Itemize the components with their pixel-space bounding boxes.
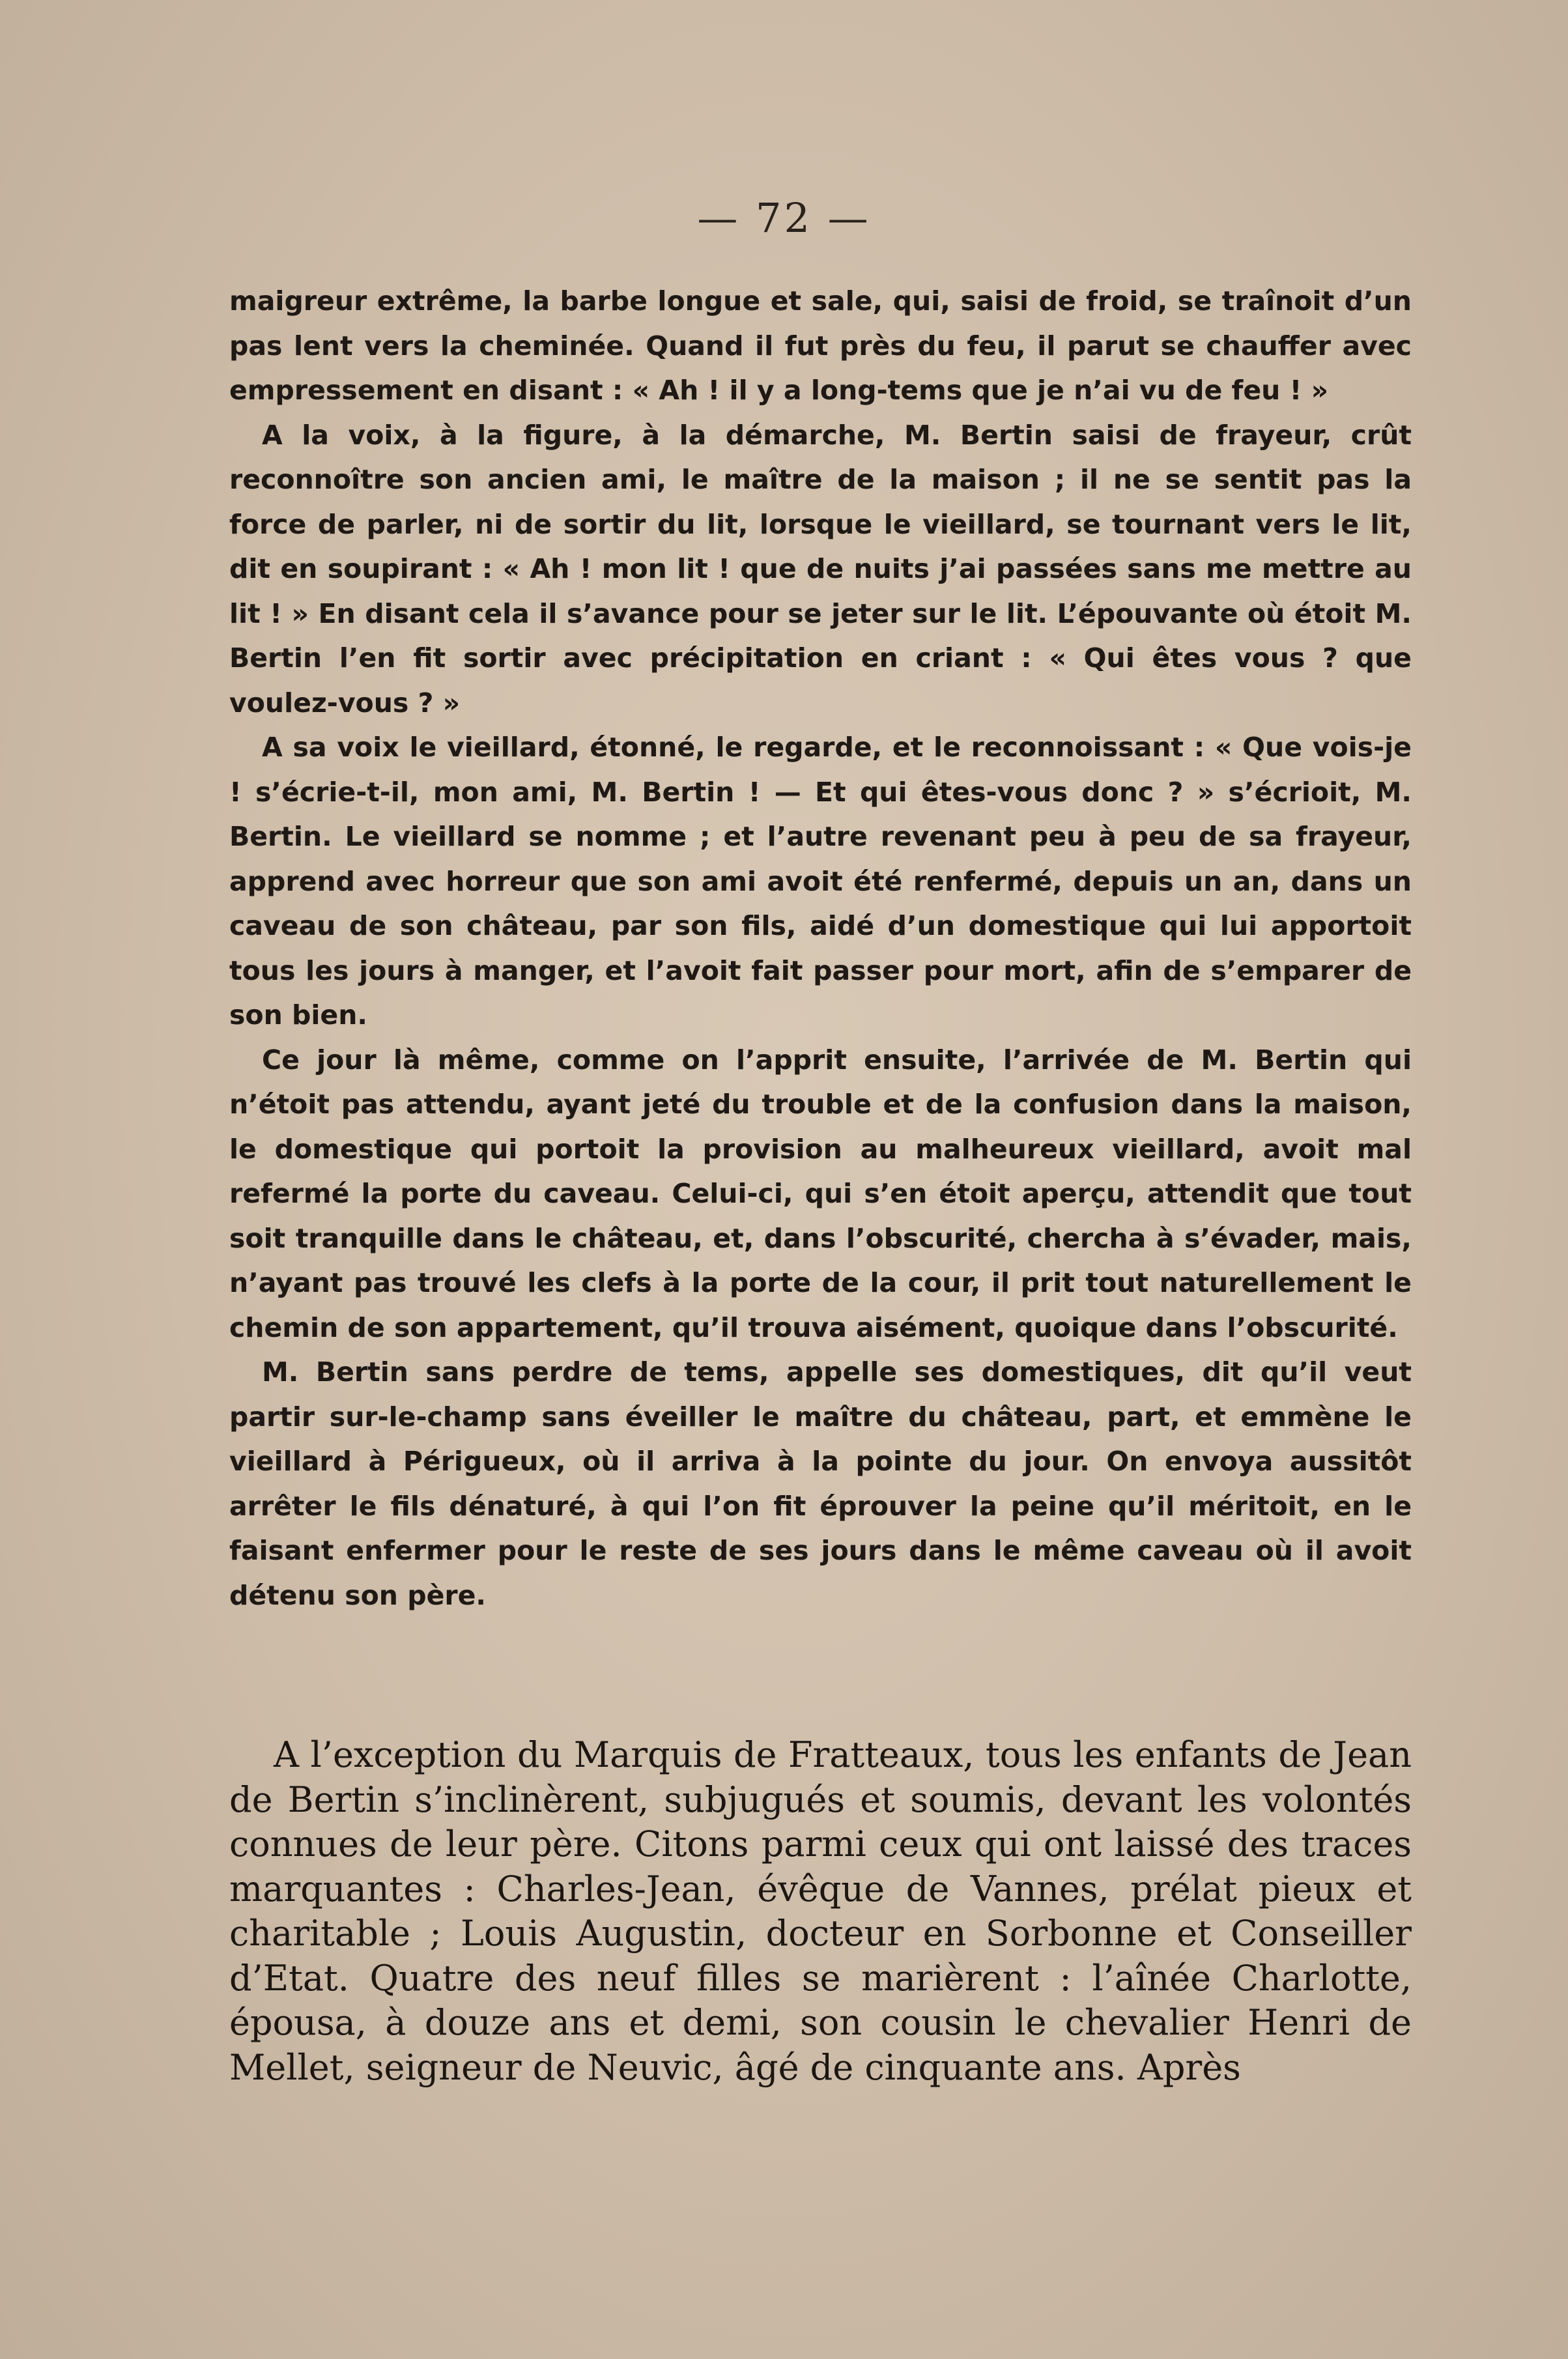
quote-paragraph-5: M. Bertin sans perdre de tems, appelle ses domestiques, dit qu’il veut partir sur-le-champ sans éveiller le maître du château, part, et emmène le vieillard à Périgueux, où il arriva à la pointe du jour. On envoya aussitôt arrêter le fils dénaturé, à qui l’on fit éprouver la peine qu’il méritoit, en le faisant enfermer pour le reste de ses jours dans le même caveau où il avoit détenu son père.: [229, 1356, 1412, 1611]
quote-paragraph-2: A la voix, à la figure, à la démarche, M. Bertin saisi de frayeur, crût reconnoître son ancien ami, le maître de la maison ; il ne se sentit pas la force de parler, ni de sortir du lit, lorsque le vieillard, se tournant vers le lit, dit en soupirant : « Ah ! mon lit ! que de nuits j’ai passées sans me mettre au lit ! » En disant cela il s’avance pour se jeter sur le lit. L’épouvante où étoit M. Bertin l’en fit sortir avec précipitation en criant : « Qui êtes vous ? que voulez-vous ? »: [229, 419, 1412, 719]
page-number: — 72 —: [697, 194, 871, 242]
quote-paragraph-4: Ce jour là même, comme on l’apprit ensuite, l’arrivée de M. Bertin qui n’étoit pas attendu, ayant jeté du trouble et de la confusion dans la maison, le domestique qui portoit la provision au malheureux vieillard, avoit mal refermé la porte du caveau. Celui-ci, qui s’en étoit aperçu, attendit que tout soit tranquille dans le château, et, dans l’obscurité, chercha à s’évader, mais, n’ayant pas trouvé les clefs à la porte de la cour, il prit tout naturellement le chemin de son appartement, qu’il trouva aisément, quoique dans l’obscurité.: [229, 1044, 1412, 1343]
quoted-narrative: [229, 279, 1412, 1618]
main-text: [229, 1733, 1412, 2090]
quote-paragraph-1: maigreur extrême, la barbe longue et sale, qui, saisi de froid, se traînoit d’un pas lent vers la cheminée. Quand il fut près du feu, il parut se chauffer avec empressement en disant : « Ah ! il y a long-tems que je n’ai vu de feu ! »: [229, 285, 1412, 406]
quote-paragraph-3: A sa voix le vieillard, étonné, le regarde, et le reconnoissant : « Que vois-je ! s’écrie-t-il, mon ami, M. Bertin ! — Et qui êtes-vous donc ? » s’écrioit, M. Bertin. Le vieillard se nomme ; et l’autre revenant peu à peu de sa frayeur, apprend avec horreur que son ami avoit été renfermé, depuis un an, dans un caveau de son château, par son fils, aidé d’un domestique qui lui apportoit tous les jours à manger, et l’avoit fait passer pour mort, afin de s’emparer de son bien.: [229, 732, 1412, 1031]
body-paragraph: A l’exception du Marquis de Fratteaux, tous les enfants de Jean de Bertin s’inclinèrent, subjugués et soumis, devant les volontés connues de leur père. Citons parmi ceux qui ont laissé des traces marquantes : Charles-Jean, évêque de Vannes, prélat pieux et charitable ; Louis Augustin, docteur en Sorbonne et Conseiller d’Etat. Quatre des neuf filles se marièrent : l’aînée Charlotte, épousa, à douze ans et demi, son cousin le chevalier Henri de Mellet, seigneur de Neuvic, âgé de cinquante ans. Après: [229, 1734, 1412, 2088]
